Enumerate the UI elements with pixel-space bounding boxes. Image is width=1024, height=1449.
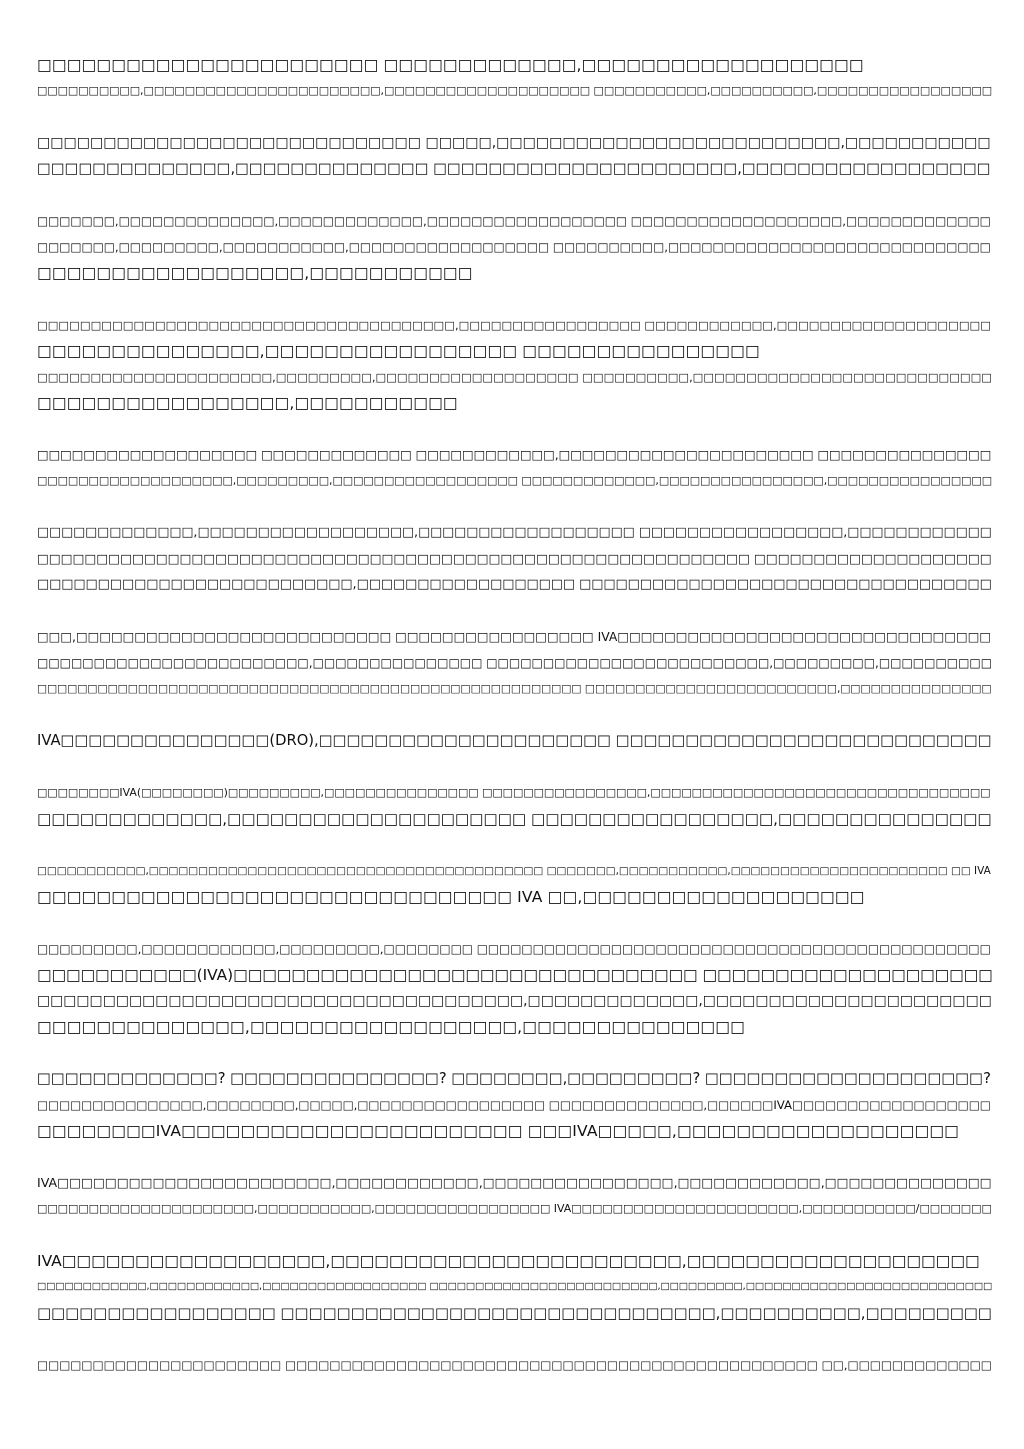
text-line: □□□□□□□□IVA□□□□□□□□□□□□□□□□□□□□□□□ □□□IVA□□□□□,□□□□□□□□□□□□□□□□□□□ xyxy=(37,1122,960,1140)
text-line: □□□□□□□□□□□□□□□□□□□□□□□□□□□□□□□□□□□□□,□□□□□□□□□□□□□,□□□□□□□□□□□□□□□□□□□□□□ xyxy=(37,993,992,1009)
paragraph xyxy=(37,728,992,754)
text-line: □□□□□□□□□□□□□□□□□□□□□□□□□□□□□□□□□□□□□□□,□□□□□□□□□□□□□□□□□ □□□□□□□□□□□□,□□□□□□□□□□□□□□□□□□□□ xyxy=(37,318,991,332)
text-line: □□□□□□□□□□□□□□□□□□□□□□□□□□□□□ □□□□□,□□□□□□□□□□□□□□□□□□□□□□□□□□,□□□□□□□□□□□ xyxy=(37,135,991,151)
text-line: □□□□□□□□□□□□□□,□□□□□□□□□□□□□□□□□□,□□□□□□□□□□□□□□□ xyxy=(37,1018,745,1036)
text-line: □□□□□□□□□□□(IVA)□□□□□□□□□□□□□□□□□□□□□□□□□□□□□□□□ □□□□□□□□□□□□□□□□□□□□ xyxy=(37,966,993,984)
text-line: □□□□□□□□□□□□□□□,□□□□□□□□□□□□□□□□□ □□□□□□□□□□□□□□□□ xyxy=(37,342,760,360)
paragraph xyxy=(37,52,992,104)
paragraph xyxy=(37,1170,992,1222)
text-line: □□□□□□□□IVA(□□□□□□□□)□□□□□□□□□,□□□□□□□□□□□□□□□ □□□□□□□□□□□□□□□□,□□□□□□□□□□□□□□□□□□□□□□□□□□□□□□□□□ xyxy=(37,786,991,799)
paragraph xyxy=(37,442,992,494)
text-line: □□□□□□□□□□□□□□□□□□□□□□□ □□□□□□□□□□□□□,□□□□□□□□□□□□□□□□□□□ xyxy=(37,56,864,74)
text-line: □□□□□□□□□□□□,□□□□□□□□□□□□,□□□□□□□□□□□□□□□□□□ □□□□□□□□□□□□□□□□□□□□□□□□□,□□□□□□□□□,□□□□□□□□□□□□□□□□□□□□□□□□□□□ xyxy=(37,1281,993,1292)
text-line: □□□□□□□□□,□□□□□□□□□□□□,□□□□□□□□□,□□□□□□□□ □□□□□□□□□□□□□□□□□□□□□□□□□□□□□□□□□□□□□□□□□□□□□□ xyxy=(37,942,991,956)
text-line: □□□,□□□□□□□□□□□□□□□□□□□□□□□□□□□ □□□□□□□□□□□□□□□□□ IVA□□□□□□□□□□□□□□□□□□□□□□□□□□□□□□□□ xyxy=(37,630,992,644)
text-line: □□□□□□□□□□□□□□□□□□□□□□□□□□□□□□□□□□□□□□□□□□□□□□□□□□□□□□□□□□□□ □□□□□□□□□□□□□□□□□□□□ xyxy=(37,551,992,566)
text-line: □□□□□□□□□□□□□□□□□□□□□,□□□□□□□□□□□,□□□□□□□□□□□□□□□□□ IVA□□□□□□□□□□□□□□□□□□□□□□,□□□□□□□□□□□/□□□□□□□ xyxy=(37,1202,992,1215)
paragraph xyxy=(37,312,992,416)
text-line: □□□□□□□□□□□□□□□□□□□ □□□□□□□□□□□□□ □□□□□□□□□□□□,□□□□□□□□□□□□□□□□□□□□□□ □□□□□□□□□□□□□□□ xyxy=(37,448,992,462)
text-line: □□□□□□□□□□□□□□□□□,□□□□□□□□□□□ xyxy=(37,394,458,412)
paragraph xyxy=(37,1248,992,1326)
text-line: □□□□□□□□□□□□□□□□□□,□□□□□□□□□□□ xyxy=(37,264,473,282)
text-line: □□□□□□□□□□□□□□,□□□□□□□□□□□□□□ □□□□□□□□□□□□□□□□□□□□□□,□□□□□□□□□□□□□□□□□□ xyxy=(37,160,991,177)
text-line: □□□□□□□□□□□□□□□□□□□□□□,□□□□□□□□□,□□□□□□□□□□□□□□□□□□□ □□□□□□□□□□,□□□□□□□□□□□□□□□□□□□□□□□□□□□□ xyxy=(37,370,992,384)
text-line: □□□□□□□□□□□□□,□□□□□□□□□□□□□□□□□□□□□ □□□□□□□□□□□□□□□□□,□□□□□□□□□□□□□□□ xyxy=(37,810,992,828)
text-line: □□□□□□□□□□□□□□□□□□□□□□□□,□□□□□□□□□□□□□□□ □□□□□□□□□□□□□□□□□□□□□□□□□,□□□□□□□□□,□□□□□□□□□□ xyxy=(37,656,993,670)
text-line: □□□□□□□□□□□,□□□□□□□□□□□□□□□□□□□□□□□□□□□□□□□□□□□□□□□□ □□□□□□□,□□□□□□□□□□□,□□□□□□□□□□□□□□□□□□□□□□ □□ IVA xyxy=(37,865,991,877)
text-line: □□□□□□□□□□,□□□□□□□□□□□□□□□□□□□□□□□,□□□□□□□□□□□□□□□□□□□□ □□□□□□□□□□□,□□□□□□□□□□,□□□□□□□□□□□□□□□□□ xyxy=(37,84,993,97)
paragraph xyxy=(37,208,992,286)
paragraph xyxy=(37,936,992,1040)
text-line: □□□□□□□,□□□□□□□□□□□□□□,□□□□□□□□□□□□□,□□□□□□□□□□□□□□□□□□ □□□□□□□□□□□□□□□□□□□,□□□□□□□□□□□□□ xyxy=(37,214,991,228)
text-line: IVA□□□□□□□□□□□□□□□□□□,□□□□□□□□□□□□□□□□□□□□□□□□,□□□□□□□□□□□□□□□□□□□□ xyxy=(37,1252,980,1270)
paragraph xyxy=(37,130,992,182)
text-line: □□□□□□□□□□□□□□□□□□□,□□□□□□□□□,□□□□□□□□□□□□□□□□□□ □□□□□□□□□□□□□,□□□□□□□□□□□□□□□□,□□□□□□□□□□□□□□□□ xyxy=(37,474,993,487)
document-body xyxy=(37,52,992,1404)
paragraph xyxy=(37,1352,992,1378)
paragraph xyxy=(37,624,992,702)
paragraph xyxy=(37,520,992,598)
text-line: □□□□□□□□□□□□□□□□□□□□□□□□□□,□□□□□□□□□□□□□□□□□□ □□□□□□□□□□□□□□□□□□□□□□□□□□□□□□□□□□ xyxy=(37,577,992,592)
paragraph xyxy=(37,780,992,832)
text-line: IVA□□□□□□□□□□□□□□□(DRO),□□□□□□□□□□□□□□□□□□□□□ □□□□□□□□□□□□□□□□□□□□□□□□□□□ xyxy=(37,732,992,749)
text-line: IVA□□□□□□□□□□□□□□□□□□□□□□□,□□□□□□□□□□□□,□□□□□□□□□□□□□□□□,□□□□□□□□□□□□,□□□□□□□□□□□□□□ xyxy=(37,1175,992,1190)
text-line: □□□□□□□□□□□□□□□,□□□□□□□□,□□□□□,□□□□□□□□□□□□□□□□□ □□□□□□□□□□□□□□,□□□□□□IVA□□□□□□□□□□□□□□□□□□ xyxy=(37,1098,991,1112)
text-line: □□□□□□□□□□□□□□□□□□□□□□□□□□□□□□□□ IVA □□,□□□□□□□□□□□□□□□□□□□ xyxy=(37,888,865,906)
text-line: □□□□□□□□□□□□□? □□□□□□□□□□□□□□□? □□□□□□□□,□□□□□□□□□? □□□□□□□□□□□□□□□□□□□□? xyxy=(37,1070,991,1087)
text-line: □□□□□□□□□□□□□□□□□□□□□□ □□□□□□□□□□□□□□□□□□□□□□□□□□□□□□□□□□□□□□□□□□□□□□□□ □□,□□□□□□□□□□□□□ xyxy=(37,1358,992,1372)
text-line: □□□□□□□,□□□□□□□□□,□□□□□□□□□□□,□□□□□□□□□□□□□□□□□□ □□□□□□□□□□,□□□□□□□□□□□□□□□□□□□□□□□□□□□□□ xyxy=(37,240,991,254)
paragraph xyxy=(37,1066,992,1144)
text-line: □□□□□□□□□□□□□□□□□ □□□□□□□□□□□□□□□□□□□□□□□□□□□□□□□,□□□□□□□□□□,□□□□□□□□□ xyxy=(37,1304,992,1322)
text-line: □□□□□□□□□□□□□□□□□□□□□□□□□□□□□□□□□□□□□□□□□□□□□□□□□□□□□□ □□□□□□□□□□□□□□□□□□□□□□□□□,□□□□□□□□□□□□□□□ xyxy=(37,682,992,695)
paragraph xyxy=(37,858,992,910)
text-line: □□□□□□□□□□□□□,□□□□□□□□□□□□□□□□□□,□□□□□□□□□□□□□□□□□□ □□□□□□□□□□□□□□□□□,□□□□□□□□□□□□ xyxy=(37,525,992,540)
